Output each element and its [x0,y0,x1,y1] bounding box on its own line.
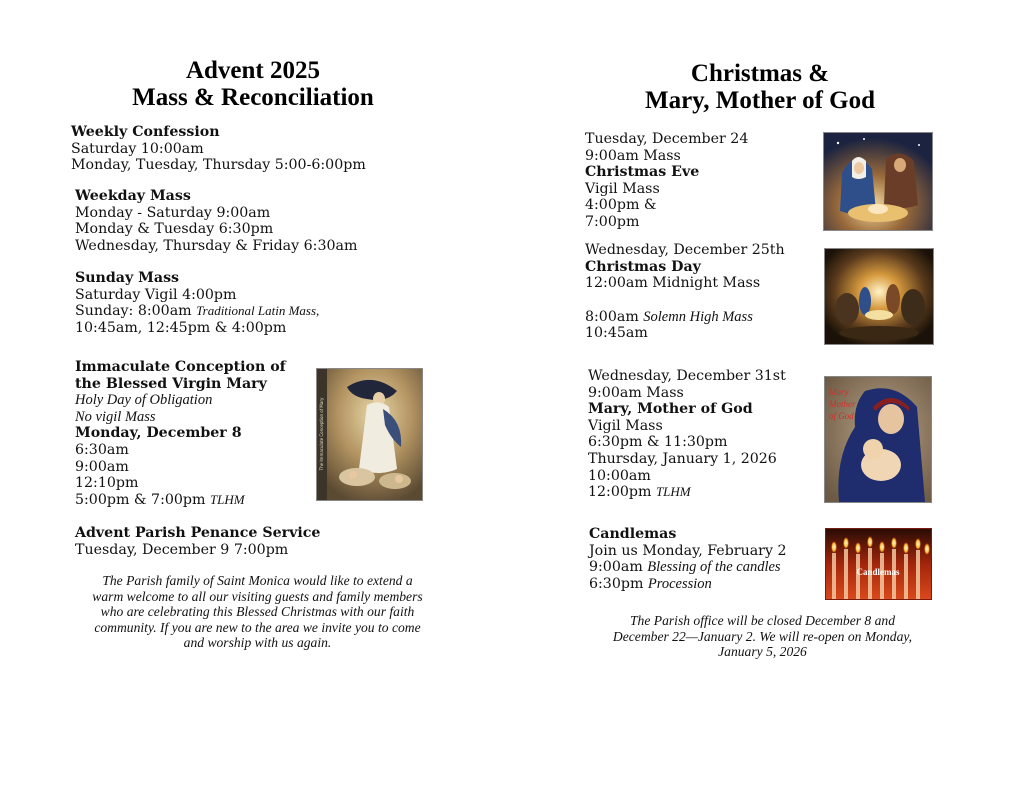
candlemas-section [589,526,787,592]
immaculate-time: 12:10pm [75,475,139,492]
midnight-mass: 12:00am Midnight Mass [585,275,761,292]
mary-morning-mass: 9:00am Mass [588,384,684,401]
candlemas-image-text: Candlemas [856,567,900,577]
mary-image-text-1: Mary [829,387,849,397]
day-spacer [585,292,785,309]
eve-line: 4:00pm & [585,197,657,214]
mary-image-text-3: of God [829,411,854,421]
day-date: Wednesday, December 25th [585,242,785,258]
no-vigil-note: No vigil Mass [75,408,156,425]
penance-service-section [75,525,320,558]
mary-line: Vigil Mass [588,417,663,434]
penance-service-line: Tuesday, December 9 7:00pm [75,541,289,558]
immaculate-time [75,492,286,509]
mary-line: 6:30pm & 11:30pm [588,434,728,451]
mary-line: Thursday, January 1, 2026 [588,450,777,467]
weekday-mass-heading: Weekday Mass [75,188,191,204]
confession-line: Saturday 10:00am [71,140,204,157]
immaculate-conception-section [75,359,286,508]
christmas-day-section [585,242,785,342]
sunday-line [75,303,319,320]
office-closure-note [585,613,940,660]
candlemas-blessing-time: 9:00am [589,559,648,576]
eve-line: Vigil Mass [585,180,660,197]
mary-mother-section [588,368,786,501]
weekly-confession-section [71,124,366,174]
advent-title-line1: Advent 2025 [185,57,321,84]
advent-title-line2: Mass & Reconciliation [132,84,374,111]
christmas-day-heading: Christmas Day [585,258,701,275]
welcome-line: who are celebrating this Blessed Christmas with our faith [100,604,415,619]
immaculate-time: 9:00am [75,458,129,475]
christmas-title-line1: Christmas & [690,60,830,87]
sunday-line2-text: Sunday: 8:00am [75,303,197,320]
immaculate-heading-line2: the Blessed Virgin Mary [75,375,267,392]
blessing-of-candles-note: Blessing of the candles [647,559,781,576]
christmas-title [600,60,920,114]
holy-day-note: Holy Day of Obligation [75,392,213,409]
sunday-mass-heading: Sunday Mass [75,270,180,286]
traditional-latin-mass-note: Traditional Latin Mass, [196,303,320,319]
weekday-mass-section [75,188,357,254]
candlemas-date: Join us Monday, February 2 [589,542,787,559]
candlemas-procession-time: 6:30pm [589,575,648,592]
welcome-line: warm welcome to all our visiting guests and family members [92,588,423,604]
day-late-mass: 10:45am [585,325,648,342]
nativity-scene-painting [825,249,933,344]
welcome-line: The Parish family of Saint Monica would like to extend a [102,573,413,588]
candlemas-line [589,559,787,576]
painting-caption: The Immaculate Conception of Mary [319,397,324,471]
weekday-line: Monday & Tuesday 6:30pm [75,221,274,238]
weekday-line: Monday - Saturday 9:00am [75,204,271,221]
immaculate-time: 6:30am [75,441,129,458]
eve-line: 7:00pm [585,213,640,230]
madonna-painting [825,377,931,502]
mary-tlhm-note: TLHM [655,484,691,500]
mary-mother-of-god-image [824,376,932,503]
weekday-line: Wednesday, Thursday & Friday 6:30am [75,237,358,254]
candlemas-line [589,576,787,593]
candlemas-heading: Candlemas [589,526,677,542]
advent-title [103,57,403,111]
welcome-line: and worship with us again. [183,635,332,650]
office-line: January 5, 2026 [718,644,807,659]
mary-mother-heading: Mary, Mother of God [588,401,753,418]
immaculate-conception-painting [317,369,422,500]
nativity-scene-image [824,248,934,345]
penance-service-heading: Advent Parish Penance Service [75,525,321,541]
christmas-eve-section [585,131,748,231]
sunday-mass-section [75,270,319,336]
immaculate-heading-line1: Immaculate Conception of [75,359,286,375]
welcome-note [60,573,455,651]
immaculate-conception-image [316,368,423,501]
immaculate-date: Monday, December 8 [75,425,242,442]
christmas-eve-heading: Christmas Eve [585,164,700,181]
candles-picture [826,529,931,599]
mary-line [588,484,786,501]
christmas-title-line2: Mary, Mother of God [644,87,876,114]
mary-date: Wednesday, December 31st [588,368,786,384]
procession-note: Procession [647,575,712,592]
sunday-line: 10:45am, 12:45pm & 4:00pm [75,319,287,336]
office-line: December 22—January 2. We will re-open on Monday, [612,628,913,644]
immaculate-last-time: 5:00pm & 7:00pm [75,491,210,508]
solemn-mass-line [585,309,785,326]
eve-date: Tuesday, December 24 [585,131,749,147]
sunday-line: Saturday Vigil 4:00pm [75,286,237,303]
mary-image-text-2: Mother [829,399,856,409]
tlhm-note: TLHM [209,491,245,507]
confession-line: Monday, Tuesday, Thursday 5:00-6:00pm [71,157,366,174]
solemn-high-mass-note: Solemn High Mass [643,308,753,325]
mary-line: 10:00am [588,467,651,484]
eve-morning-mass: 9:00am Mass [585,147,681,164]
nativity-painting [824,133,932,230]
welcome-line: community. If you are new to the area we invite you to come [94,619,421,635]
solemn-mass-time: 8:00am [585,308,644,325]
mary-last-time: 12:00pm [588,484,656,501]
nativity-image [823,132,933,231]
candlemas-image [825,528,932,600]
weekly-confession-heading: Weekly Confession [71,124,220,140]
office-line: The Parish office will be closed December 8 and [629,613,896,628]
